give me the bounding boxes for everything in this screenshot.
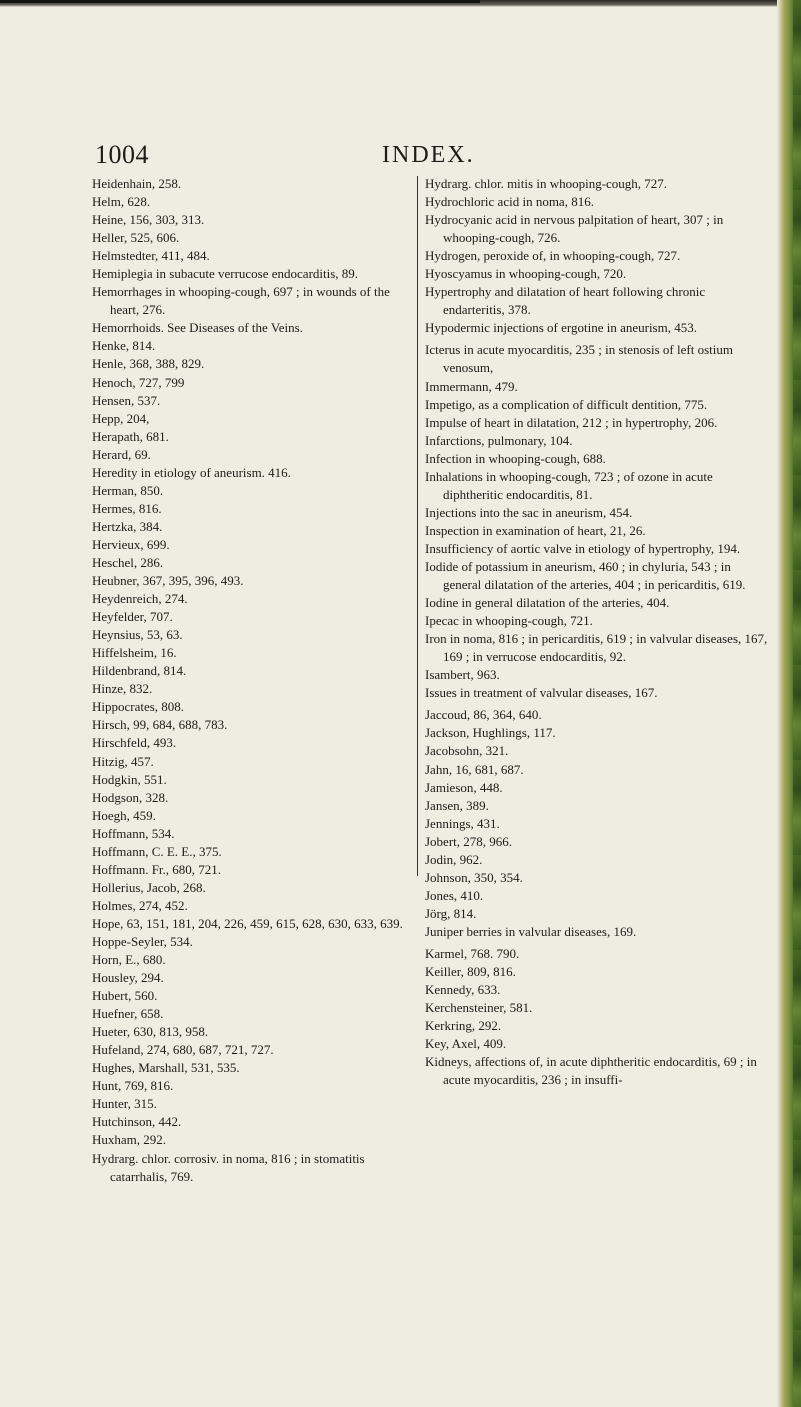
index-entry: Hemiplegia in subacute verrucose endocarditis, 89.: [92, 266, 359, 282]
index-entry: Hutchinson, 442.: [92, 1114, 182, 1130]
index-entry: Hoppe-Seyler, 534.: [92, 933, 193, 949]
index-entry: Hydrocyanic acid in nervous palpitation of heart, 307 ; in whooping-cough, 726.: [425, 212, 724, 246]
index-entry: Herapath, 681.: [92, 428, 169, 444]
index-entry: Kidneys, affections of, in acute diphtheritic endocarditis, 69 ; in acute myocarditis, 236 ; in insuffi-: [425, 1054, 757, 1088]
index-entry: Key, Axel, 409.: [425, 1036, 507, 1052]
index-entry: Infarctions, pulmonary, 104.: [425, 432, 573, 448]
book-spine: [793, 0, 801, 1407]
index-entry: Iron in noma, 816 ; in pericarditis, 619 ; in valvular diseases, 167, 169 ; in verrucose endocarditis, 92.: [425, 631, 768, 665]
index-entry: Impetigo, as a complication of difficult dentition, 775.: [425, 396, 708, 412]
index-entry: Hoffmann, C. E. E., 375.: [92, 843, 222, 859]
index-entry: Kerkring, 292.: [425, 1018, 502, 1034]
index-entry: Heydenreich, 274.: [92, 591, 188, 607]
index-entry: Hufeland, 274, 680, 687, 721, 727.: [92, 1042, 274, 1058]
index-entry: Jaccoud, 86, 364, 640.: [425, 707, 542, 723]
index-entry: Hinze, 832.: [92, 681, 153, 697]
index-entry: Hydrarg. chlor. mitis in whooping-cough, 727.: [425, 176, 668, 191]
index-entry: Hollerius, Jacob, 268.: [92, 879, 206, 895]
index-entry: Huxham, 292.: [92, 1132, 167, 1148]
column-divider: [417, 176, 418, 876]
index-entry: Hubert, 560.: [92, 988, 158, 1004]
index-entry: Hueter, 630, 813, 958.: [92, 1024, 209, 1040]
index-entry: Jörg, 814.: [425, 905, 477, 921]
index-entry: Juniper berries in valvular diseases, 169.: [425, 923, 637, 939]
index-entry: Hunter, 315.: [92, 1096, 157, 1112]
index-entry: Injections into the sac in aneurism, 454.: [425, 504, 633, 520]
index-entry: Hope, 63, 151, 181, 204, 226, 459, 615, 628, 630, 633, 639.: [92, 915, 403, 931]
index-entry: Jackson, Hughlings, 117.: [425, 725, 556, 741]
index-entry: Impulse of heart in dilatation, 212 ; in hypertrophy, 206.: [425, 414, 718, 430]
index-entry: Jennings, 431.: [425, 815, 500, 831]
page-number: 1004: [95, 140, 149, 169]
index-entry: Hemorrhages in whooping-cough, 697 ; in wounds of the heart, 276.: [92, 284, 390, 318]
index-entry: Huefner, 658.: [92, 1006, 164, 1022]
index-entry: Hildenbrand, 814.: [92, 663, 187, 679]
index-entry: Hepp, 204,: [92, 410, 150, 426]
index-entry: Holmes, 274, 452.: [92, 897, 188, 913]
index-entry: Inspection in examination of heart, 21, 26.: [425, 522, 646, 538]
index-entry: Hippocrates, 808.: [92, 699, 185, 715]
index-entry: Iodide of potassium in aneurism, 460 ; in chyluria, 543 ; in general dilatation of the arteries, 404 ; in pericarditis, 619.: [425, 558, 746, 593]
index-entry: Insufficiency of aortic valve in etiology of hypertrophy, 194.: [425, 540, 741, 556]
index-entry: Heidenhain, 258.: [92, 176, 182, 191]
index-entry: Hughes, Marshall, 531, 535.: [92, 1060, 240, 1076]
index-entry: Henoch, 727, 799: [92, 374, 185, 390]
index-entry: Housley, 294.: [92, 970, 164, 986]
index-entry: Hermes, 816.: [92, 500, 162, 516]
index-entry: Hypertrophy and dilatation of heart following chronic endarteritis, 378.: [425, 284, 706, 318]
index-entry: Hydrogen, peroxide of, in whooping-cough, 727.: [425, 248, 681, 264]
left-index-column: [92, 175, 414, 1186]
index-entry: Heine, 156, 303, 313.: [92, 212, 205, 228]
index-entry: Johnson, 350, 354.: [425, 869, 523, 885]
index-entry: Hiffelsheim, 16.: [92, 645, 177, 661]
page-title: INDEX.: [382, 142, 475, 168]
index-entry: Ipecac in whooping-cough, 721.: [425, 613, 593, 629]
index-entry: Hyoscyamus in whooping-cough, 720.: [425, 266, 627, 282]
index-entry: Herman, 850.: [92, 482, 164, 498]
index-entry: Hypodermic injections of ergotine in aneurism, 453.: [425, 320, 697, 336]
index-entry: Hensen, 537.: [92, 392, 161, 408]
index-entry: Heynsius, 53, 63.: [92, 627, 183, 643]
index-entry: Hoffmann, 534.: [92, 825, 175, 841]
index-entry: Heyfelder, 707.: [92, 609, 173, 625]
index-entry: Hoegh, 459.: [92, 807, 156, 823]
index-entry: Jodin, 962.: [425, 851, 483, 867]
index-entry: Hunt, 769, 816.: [92, 1078, 174, 1094]
index-entry: Hoffmann. Fr., 680, 721.: [92, 861, 222, 877]
index-entry: Jacobsohn, 321.: [425, 743, 509, 759]
index-entry: Helmstedter, 411, 484.: [92, 248, 210, 264]
index-entry: Jahn, 16, 681, 687.: [425, 761, 524, 777]
index-entry: Hodgkin, 551.: [92, 771, 167, 787]
index-entry: Hodgson, 328.: [92, 789, 169, 805]
index-entry: Jansen, 389.: [425, 797, 489, 813]
index-entry: Karmel, 768. 790.: [425, 945, 520, 961]
index-entry: Jamieson, 448.: [425, 779, 503, 795]
index-entry: Hirsch, 99, 684, 688, 783.: [92, 717, 228, 733]
index-entry: Heubner, 367, 395, 396, 493.: [92, 573, 244, 589]
index-entry: Iodine in general dilatation of the arteries, 404.: [425, 595, 670, 611]
index-entry: Hirschfeld, 493.: [92, 735, 177, 751]
right-index-column: [425, 175, 770, 1089]
index-entry: Icterus in acute myocarditis, 235 ; in stenosis of left ostium venosum,: [425, 342, 733, 376]
index-entry: Helm, 628.: [92, 194, 151, 210]
index-entry: Jobert, 278, 966.: [425, 833, 513, 849]
index-entry: Hervieux, 699.: [92, 536, 170, 552]
index-entry: Hemorrhoids. See Diseases of the Veins.: [92, 320, 303, 336]
index-entry: Issues in treatment of valvular diseases, 167.: [425, 685, 658, 701]
index-entry: Herard, 69.: [92, 446, 151, 462]
index-entry: Hydrarg. chlor. corrosiv. in noma, 816 ; in stomatitis catarrhalis, 769.: [92, 1150, 365, 1184]
index-entry: Jones, 410.: [425, 887, 484, 903]
page-top-edge: [0, 0, 480, 3]
index-entry: Henle, 368, 388, 829.: [92, 356, 205, 372]
index-entry: Kennedy, 633.: [425, 982, 501, 998]
index-entry: Inhalations in whooping-cough, 723 ; of ozone in acute diphtheritic endocarditis, 81.: [425, 468, 713, 502]
index-entry: Keiller, 809, 816.: [425, 964, 516, 980]
index-entry: Heredity in etiology of aneurism. 416.: [92, 464, 291, 480]
index-entry: Kerchensteiner, 581.: [425, 1000, 533, 1016]
index-entry: Hitzig, 457.: [92, 753, 154, 769]
index-entry: Heller, 525, 606.: [92, 230, 180, 246]
index-entry: Infection in whooping-cough, 688.: [425, 450, 606, 466]
index-entry: Immermann, 479.: [425, 378, 518, 394]
index-entry: Hertzka, 384.: [92, 518, 163, 534]
index-entry: Horn, E., 680.: [92, 952, 166, 968]
index-entry: Hydrochloric acid in noma, 816.: [425, 194, 594, 210]
index-entry: Heschel, 286.: [92, 554, 164, 570]
index-entry: Isambert, 963.: [425, 667, 500, 683]
index-entry: Henke, 814.: [92, 338, 156, 354]
